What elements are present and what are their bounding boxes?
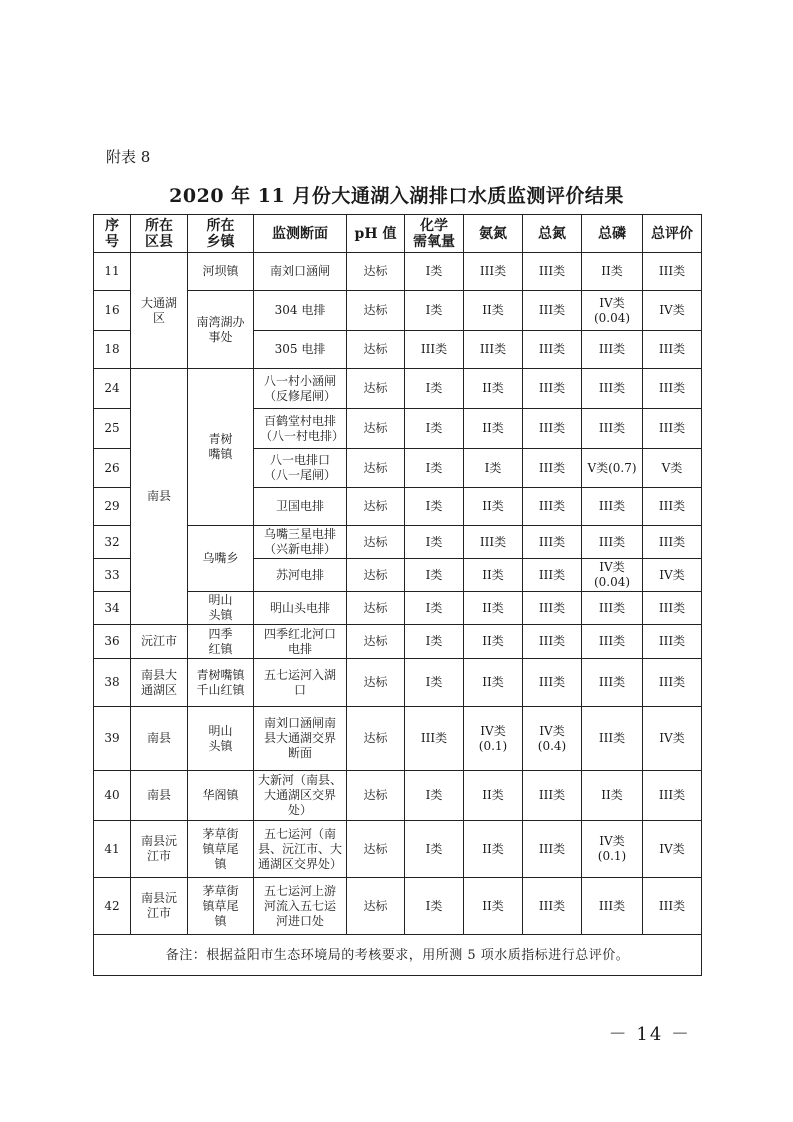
cell-total-nitrogen: III类: [523, 331, 582, 369]
col-header-cod: 化学 需氧量: [405, 215, 464, 253]
cell-ammonia: II类: [464, 291, 523, 331]
col-header-ammonia: 氨氮: [464, 215, 523, 253]
cell-total-nitrogen: III类: [523, 559, 582, 592]
cell-total-phosphorus: V类(0.7): [582, 449, 643, 488]
cell-ph: 达标: [347, 625, 405, 659]
table-row: [94, 253, 702, 291]
cell-total-nitrogen: IV类(0.4): [523, 707, 582, 771]
cell-section: 八一村小涵闸（反修尾闸）: [254, 369, 347, 409]
attachment-label: 附表 8: [106, 148, 151, 166]
cell-total-nitrogen: III类: [523, 253, 582, 291]
cell-ammonia: II类: [464, 878, 523, 935]
cell-ammonia: II类: [464, 592, 523, 625]
cell-town: 乌嘴乡: [188, 526, 254, 592]
cell-ph: 达标: [347, 331, 405, 369]
cell-overall: III类: [643, 488, 702, 526]
cell-ammonia: III类: [464, 526, 523, 559]
cell-ph: 达标: [347, 707, 405, 771]
cell-total-phosphorus: III类: [582, 409, 643, 449]
cell-section: 五七运河（南县、沅江市、大通湖区交界处）: [254, 821, 347, 878]
col-header-total-nitrogen: 总氮: [523, 215, 582, 253]
cell-cod: I类: [405, 369, 464, 409]
cell-cod: I类: [405, 291, 464, 331]
cell-town: 茅草街镇草尾镇: [188, 878, 254, 935]
cell-ph: 达标: [347, 592, 405, 625]
cell-overall: III类: [643, 369, 702, 409]
cell-total-phosphorus: IV类(0.04): [582, 559, 643, 592]
table-row: [94, 625, 702, 659]
cell-ph: 达标: [347, 659, 405, 707]
cell-total-phosphorus: II类: [582, 253, 643, 291]
cell-ph: 达标: [347, 449, 405, 488]
cell-town: 南湾湖办事处: [188, 291, 254, 369]
col-header-total-phosphorus: 总磷: [582, 215, 643, 253]
cell-section: 305 电排: [254, 331, 347, 369]
cell-overall: III类: [643, 253, 702, 291]
cell-total-phosphorus: III类: [582, 625, 643, 659]
cell-cod: III类: [405, 331, 464, 369]
cell-town: 华阁镇: [188, 771, 254, 821]
cell-town: 茅草街镇草尾镇: [188, 821, 254, 878]
cell-total-nitrogen: III类: [523, 878, 582, 935]
table-row: [94, 771, 702, 821]
cell-total-phosphorus: III类: [582, 707, 643, 771]
cell-ammonia: II类: [464, 821, 523, 878]
cell-section: 卫国电排: [254, 488, 347, 526]
cell-area: 大通湖区: [131, 253, 188, 369]
cell-total-nitrogen: III类: [523, 771, 582, 821]
cell-cod: I类: [405, 592, 464, 625]
cell-ph: 达标: [347, 821, 405, 878]
table-row: [94, 878, 702, 935]
cell-ph: 达标: [347, 526, 405, 559]
col-header-town: 所在 乡镇: [188, 215, 254, 253]
cell-ammonia: II类: [464, 409, 523, 449]
cell-town: 四季红镇: [188, 625, 254, 659]
cell-area: 南县大通湖区: [131, 659, 188, 707]
cell-ph: 达标: [347, 291, 405, 331]
cell-ammonia: I类: [464, 449, 523, 488]
cell-overall: III类: [643, 659, 702, 707]
cell-total-phosphorus: III类: [582, 878, 643, 935]
cell-area: 南县沅江市: [131, 878, 188, 935]
cell-overall: III类: [643, 331, 702, 369]
cell-total-phosphorus: III类: [582, 369, 643, 409]
cell-ph: 达标: [347, 409, 405, 449]
cell-section: 南刘口涵闸: [254, 253, 347, 291]
cell-section: 五七运河入湖口: [254, 659, 347, 707]
cell-section: 百鹤堂村电排（八一村电排）: [254, 409, 347, 449]
cell-ph: 达标: [347, 771, 405, 821]
cell-cod: I类: [405, 821, 464, 878]
table-row: [94, 659, 702, 707]
cell-seq: 40: [94, 771, 131, 821]
cell-cod: I类: [405, 253, 464, 291]
water-quality-table: [93, 214, 702, 976]
cell-section: 大新河（南县、大通湖区交界处）: [254, 771, 347, 821]
cell-overall: IV类: [643, 707, 702, 771]
cell-ammonia: II类: [464, 659, 523, 707]
cell-overall: IV类: [643, 559, 702, 592]
cell-area: 南县沅江市: [131, 821, 188, 878]
cell-overall: III类: [643, 409, 702, 449]
cell-total-nitrogen: III类: [523, 291, 582, 331]
cell-total-nitrogen: III类: [523, 449, 582, 488]
cell-total-nitrogen: III类: [523, 526, 582, 559]
cell-section: 四季红北河口电排: [254, 625, 347, 659]
cell-town: 明山头镇: [188, 707, 254, 771]
cell-seq: 16: [94, 291, 131, 331]
header-row: [94, 215, 702, 253]
cell-section: 五七运河上游河流入五七运河进口处: [254, 878, 347, 935]
table-title: 2020 年 11 月份大通湖入湖排口水质监测评价结果: [169, 185, 624, 207]
cell-overall: III类: [643, 625, 702, 659]
cell-ammonia: III类: [464, 253, 523, 291]
cell-ph: 达标: [347, 878, 405, 935]
cell-section: 乌嘴三星电排（兴新电排）: [254, 526, 347, 559]
note-row: [94, 935, 702, 976]
cell-ammonia: II类: [464, 559, 523, 592]
table-row: [94, 707, 702, 771]
cell-ammonia: II类: [464, 625, 523, 659]
col-header-ph: pH 值: [347, 215, 405, 253]
cell-section: 明山头电排: [254, 592, 347, 625]
col-header-overall: 总评价: [643, 215, 702, 253]
table-row: [94, 821, 702, 878]
cell-ammonia: II类: [464, 488, 523, 526]
cell-total-phosphorus: III类: [582, 488, 643, 526]
cell-seq: 36: [94, 625, 131, 659]
cell-cod: I类: [405, 488, 464, 526]
cell-ph: 达标: [347, 559, 405, 592]
cell-section: 南刘口涵闸南县大通湖交界断面: [254, 707, 347, 771]
cell-seq: 33: [94, 559, 131, 592]
cell-ammonia: III类: [464, 331, 523, 369]
cell-total-nitrogen: III类: [523, 488, 582, 526]
cell-overall: IV类: [643, 291, 702, 331]
cell-ph: 达标: [347, 488, 405, 526]
cell-overall: IV类: [643, 821, 702, 878]
cell-cod: I类: [405, 625, 464, 659]
cell-total-phosphorus: IV类(0.04): [582, 291, 643, 331]
cell-section: 304 电排: [254, 291, 347, 331]
cell-overall: III类: [643, 771, 702, 821]
cell-total-nitrogen: III类: [523, 409, 582, 449]
cell-total-phosphorus: III类: [582, 592, 643, 625]
cell-total-nitrogen: III类: [523, 625, 582, 659]
cell-section: 八一电排口（八一尾闸）: [254, 449, 347, 488]
cell-cod: III类: [405, 707, 464, 771]
cell-cod: I类: [405, 771, 464, 821]
cell-total-nitrogen: III类: [523, 369, 582, 409]
cell-overall: III类: [643, 526, 702, 559]
cell-area: 沅江市: [131, 625, 188, 659]
cell-total-nitrogen: III类: [523, 821, 582, 878]
cell-total-phosphorus: III类: [582, 659, 643, 707]
cell-cod: I类: [405, 526, 464, 559]
cell-seq: 26: [94, 449, 131, 488]
cell-total-nitrogen: III类: [523, 592, 582, 625]
cell-overall: III类: [643, 878, 702, 935]
col-header-section: 监测断面: [254, 215, 347, 253]
cell-total-nitrogen: III类: [523, 659, 582, 707]
cell-total-phosphorus: IV类(0.1): [582, 821, 643, 878]
cell-town: 青树嘴镇千山红镇: [188, 659, 254, 707]
cell-seq: 42: [94, 878, 131, 935]
col-header-seq: 序 号: [94, 215, 131, 253]
cell-section: 苏河电排: [254, 559, 347, 592]
cell-ph: 达标: [347, 253, 405, 291]
cell-overall: V类: [643, 449, 702, 488]
cell-seq: 34: [94, 592, 131, 625]
table-note: 备注：根据益阳市生态环境局的考核要求，用所测 5 项水质指标进行总评价。: [94, 935, 702, 976]
cell-ph: 达标: [347, 369, 405, 409]
table-row: [94, 369, 702, 409]
cell-cod: I类: [405, 659, 464, 707]
cell-area: 南县: [131, 771, 188, 821]
col-header-area: 所在 区县: [131, 215, 188, 253]
cell-town: 明山头镇: [188, 592, 254, 625]
cell-total-phosphorus: II类: [582, 771, 643, 821]
page-number: － 14 －: [608, 1024, 691, 1045]
cell-overall: III类: [643, 592, 702, 625]
cell-area: 南县: [131, 369, 188, 625]
cell-seq: 41: [94, 821, 131, 878]
cell-cod: I类: [405, 878, 464, 935]
cell-town: 河坝镇: [188, 253, 254, 291]
cell-seq: 18: [94, 331, 131, 369]
cell-total-phosphorus: III类: [582, 331, 643, 369]
cell-seq: 24: [94, 369, 131, 409]
cell-town: 青树嘴镇: [188, 369, 254, 526]
cell-ammonia: II类: [464, 369, 523, 409]
cell-cod: I类: [405, 409, 464, 449]
cell-cod: I类: [405, 559, 464, 592]
cell-seq: 25: [94, 409, 131, 449]
cell-total-phosphorus: III类: [582, 526, 643, 559]
cell-seq: 11: [94, 253, 131, 291]
cell-cod: I类: [405, 449, 464, 488]
cell-ammonia: IV类(0.1): [464, 707, 523, 771]
cell-seq: 29: [94, 488, 131, 526]
cell-seq: 32: [94, 526, 131, 559]
cell-ammonia: II类: [464, 771, 523, 821]
cell-seq: 38: [94, 659, 131, 707]
cell-area: 南县: [131, 707, 188, 771]
cell-seq: 39: [94, 707, 131, 771]
